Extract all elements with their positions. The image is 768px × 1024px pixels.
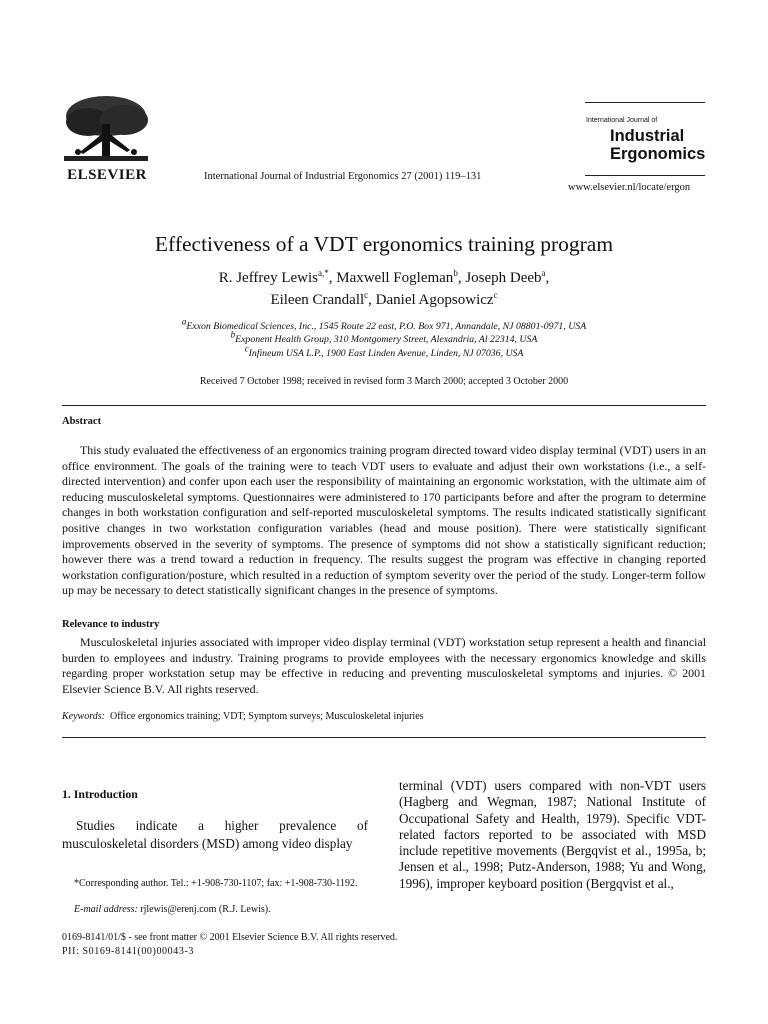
affiliation-a — [0, 316, 768, 332]
author-line-2 — [0, 292, 768, 309]
affiliation-mark: a — [181, 316, 187, 327]
publisher-name: ELSEVIER — [67, 167, 147, 183]
intro-right-column: terminal (VDT) users compared with non-VDT users (Hagberg and Wegman, 1987; National Institute of Occupational Safety and Health, 1979). Specific VDT-related factors reported to be associated with MSD include repetitive movements (Bergqvist et al., 1995a, b; Jensen et al., 1998; Putz-Anderson, 1988; Yu and Wong, 1996), improper keyboard position (Bergqvist et al., — [399, 778, 706, 891]
affiliation-b — [0, 329, 768, 345]
author-affil-mark: a — [541, 268, 546, 278]
author-name: R. Jeffrey Lewis — [218, 270, 318, 286]
keywords-label: Keywords: — [62, 711, 105, 722]
email-text[interactable]: rjlewis@erenj.com (R.J. Lewis). — [140, 904, 271, 915]
relevance-text: Musculoskeletal injuries associated with improper video display terminal (VDT) workstation setup represent a health and financial burden to employees and industry. Training programs to provide employees with the necessary ergonomics knowledge and skills regarding proper workstation setup may be effective in reducing and preventing musculoskeletal symptoms and injuries. © 2001 Elsevier Science B.V. All rights reserved. — [62, 635, 706, 696]
author-name: , Joseph Deeb — [457, 270, 542, 286]
keywords — [62, 711, 424, 722]
affiliation-text: Infineum USA L.P., 1900 East Linden Avenue, Linden, NJ 07036, USA — [248, 348, 524, 359]
author-affil-mark: a,* — [317, 268, 329, 278]
brand-bottom-rule — [585, 175, 705, 176]
author-affil-mark: c — [364, 290, 369, 300]
email-label: E-mail address: — [74, 904, 138, 915]
author-line-1 — [0, 270, 768, 287]
author-separator: , — [545, 270, 550, 286]
keywords-text: Office ergonomics training; VDT; Symptom surveys; Musculoskeletal injuries — [109, 711, 424, 722]
email-footnote — [62, 904, 368, 915]
received-dates: Received 7 October 1998; received in revised form 3 March 2000; accepted 3 October 2000 — [199, 376, 569, 387]
journal-brand-line2: Ergonomics — [610, 145, 706, 163]
section-heading-introduction: 1. Introduction — [62, 787, 138, 801]
affiliation-text: Exxon Biomedical Sciences, Inc., 1545 Route 22 east, P.O. Box 971, Annandale, NJ 08801-0971, USA — [186, 321, 587, 332]
tree-icon — [58, 94, 154, 166]
abstract-heading: Abstract — [62, 416, 102, 427]
front-matter-notice: 0169-8141/01/$ - see front matter © 2001 Elsevier Science B.V. All rights reserved. — [62, 932, 398, 943]
journal-url[interactable]: www.elsevier.nl/locate/ergon — [568, 182, 691, 193]
affiliation-mark: b — [230, 329, 236, 340]
abstract-text: This study evaluated the effectiveness of an ergonomics training program directed toward video display terminal (VDT) users in an office environment. The goals of the training were to teach VDT users to evaluate and adjust their own workstations (i.e., a self-directed intervention) and confer upon each user the responsibility of maintaining an ergonomic workstation, with the ultimate aim of reducing musculoskeletal symptoms. Questionnaires were administered to 170 participants before and after the program to determine changes in both workstation configuration and self-reported musculoskeletal symptoms. The results indicated statistically significant positive changes in two workstation configuration variables (head and mouse position). There were statistically significant improvements observed in the severity of symptoms. The presence of symptoms did not show a statistically significant reduction; however there was a trend toward a reduction in frequency. The results suggest the program was effective in changing reported workstation configuration/posture, which resulted in a reduction of symptom severity over the period of the study. Longer-term follow up may be necessary to detect statistically significant changes in the presence of symptoms. — [62, 443, 706, 598]
author-affil-mark: b — [453, 268, 458, 278]
intro-left-column: Studies indicate a higher prevalence of musculoskeletal disorders (MSD) among video display — [62, 818, 368, 851]
relevance-heading: Relevance to industry — [62, 619, 160, 630]
corresponding-author-footnote: *Corresponding author. Tel.: +1-908-730-1107; fax: +1-908-730-1192. — [74, 878, 358, 889]
author-affil-mark: c — [493, 290, 498, 300]
brand-top-rule — [585, 102, 705, 103]
journal-brand-line1: Industrial — [610, 127, 685, 145]
journal-brand-small: International Journal of — [586, 117, 658, 124]
divider-top — [62, 405, 706, 406]
journal-citation: International Journal of Industrial Ergonomics 27 (2001) 119–131 — [204, 171, 482, 182]
pii-identifier: PII: S0169-8141(00)00043-3 — [62, 946, 194, 957]
author-name: , Maxwell Fogleman — [328, 270, 454, 286]
affiliation-text: Exponent Health Group, 310 Montgomery Street, Alexandria, Al 22314, USA — [235, 334, 538, 345]
affiliation-mark: c — [244, 343, 249, 354]
affiliation-c — [0, 343, 768, 359]
article-title: Effectiveness of a VDT ergonomics training program — [154, 232, 614, 256]
author-name: Eileen Crandall — [270, 292, 365, 308]
divider-bottom — [62, 737, 706, 738]
author-name: , Daniel Agopsowicz — [368, 292, 494, 308]
